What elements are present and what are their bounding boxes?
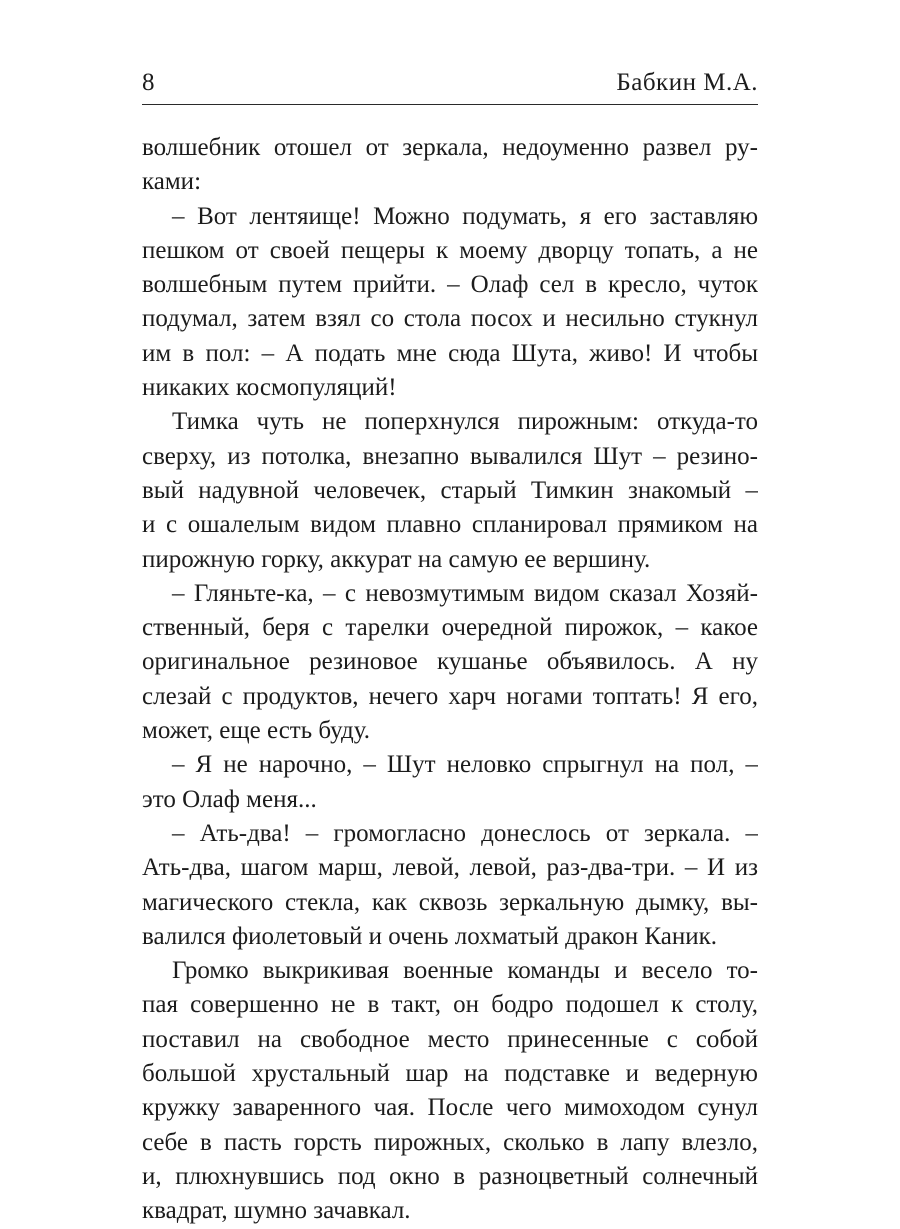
body-text: [142, 131, 758, 1229]
text-line: волшебник отошел от зеркала, недоуменно развел ру-: [142, 134, 758, 161]
text-line: – Вот лентяище! Можно подумать, я его заставляю: [172, 202, 758, 230]
text-line: оригинальное резиновое кушанье объявилось. А ну: [142, 648, 758, 676]
text-line: может, еще есть буду.: [142, 717, 371, 745]
text-line: ками:: [142, 168, 202, 196]
text-line: и с ошалелым видом плавно спланировал прямиком на: [142, 511, 758, 539]
text-line: поставил на свободное место принесенные с собой: [142, 1025, 758, 1053]
text-line: себе в пасть горсть пирожных, сколько в лапу влезло,: [142, 1128, 758, 1156]
text-line: магического стекла, как сквозь зеркальную дымку, вы-: [142, 888, 758, 916]
text-line: большой хрустальный шар на подставке и ведерную: [142, 1060, 758, 1088]
page-number: 8: [142, 69, 155, 96]
text-line: – Я не нарочно, – Шут неловко спрыгнул на пол, –: [172, 751, 758, 779]
text-line: Громко выкрикивая военные команды и весело то-: [172, 957, 758, 985]
running-head-author: Бабкин М.А.: [616, 69, 758, 96]
header-rule: [142, 104, 758, 105]
text-line: волшебным путем прийти. – Олаф сел в кресло, чуток: [142, 271, 758, 299]
text-line: это Олаф меня...: [142, 785, 317, 813]
text-line: кружку заваренного чая. После чего мимоходом сунул: [142, 1094, 758, 1122]
text-line: – Ать-два! – громогласно донеслось от зеркала. –: [172, 819, 758, 847]
text-line: Тимка чуть не поперхнулся пирожным: откуда-то: [172, 408, 758, 436]
text-line: подумал, затем взял со стола посох и несильно стукнул: [142, 305, 758, 333]
text-line: и, плюхнувшись под окно в разноцветный солнечный: [142, 1162, 758, 1190]
text-line: никаких космопуляций!: [142, 374, 397, 402]
text-line: вый надувной человечек, старый Тимкин знакомый –: [142, 476, 758, 504]
text-line: сверху, из потолка, внезапно вывалился Шут – резино-: [142, 442, 758, 470]
page-header: [142, 68, 758, 102]
text-line: ственный, беря с тарелки очередной пирожок, – какое: [142, 614, 758, 642]
text-line: пирожную горку, аккурат на самую ее вершину.: [142, 545, 651, 573]
text-line: Ать-два, шагом марш, левой, левой, раз-два-три. – И из: [142, 854, 758, 882]
text-line: пешком от своей пещеры к моему дворцу топать, а не: [142, 236, 758, 264]
text-line: квадрат, шумно зачавкал.: [142, 1197, 411, 1225]
text-line: пая совершенно не в такт, он бодро подошел к столу,: [142, 991, 758, 1019]
text-line: слезай с продуктов, нечего харч ногами топтать! Я его,: [142, 682, 758, 710]
text-line: – Гляньте-ка, – с невозмутимым видом сказал Хозяй-: [172, 579, 758, 607]
text-line: им в пол: – А подать мне сюда Шута, живо! И чтобы: [142, 339, 758, 367]
text-line: валился фиолетовый и очень лохматый дракон Каник.: [142, 922, 718, 950]
